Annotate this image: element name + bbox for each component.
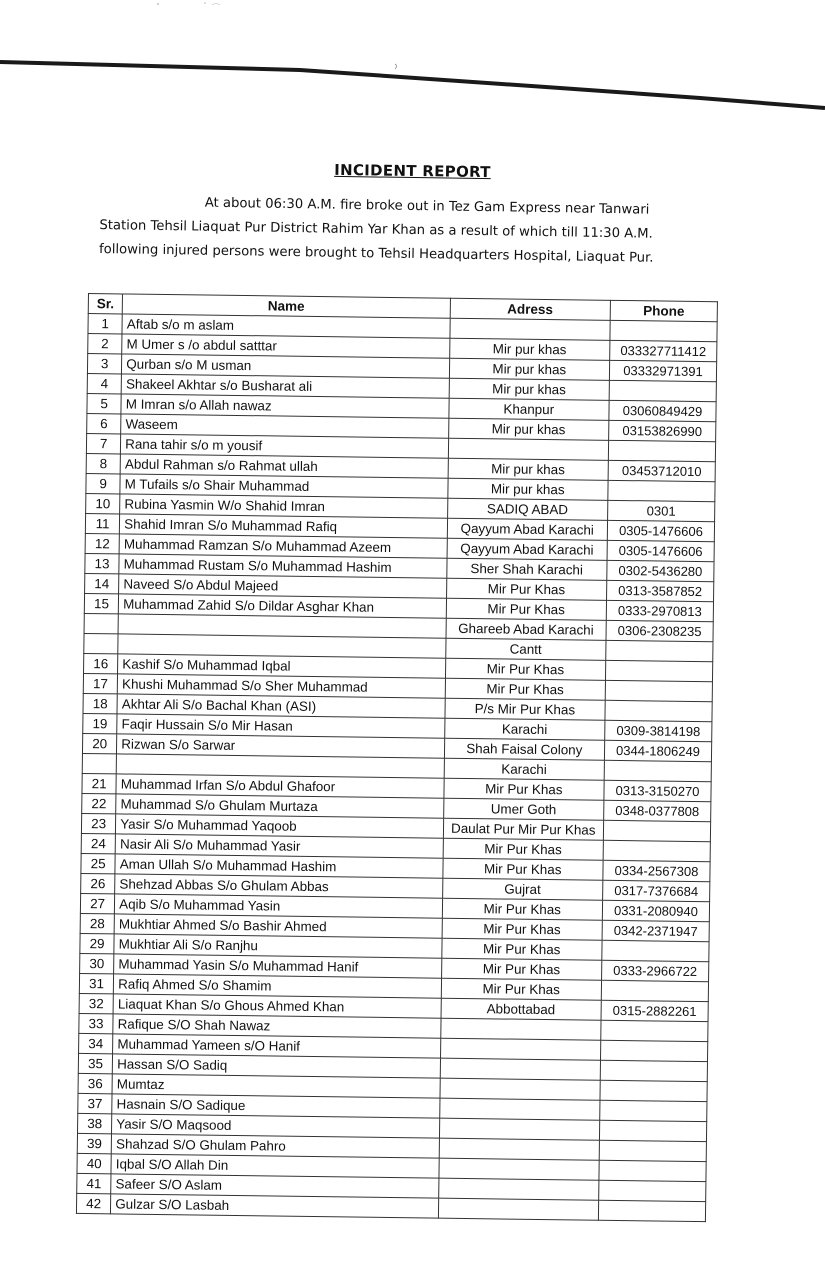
cell-phone: 0306-2308235 [606,620,713,641]
cell-address: Mir pur khas [447,478,608,500]
cell-address: Mir pur khas [448,418,609,440]
cell-name: Rubina Yasmin W/o Shahid Imran [120,494,448,518]
cell-phone [603,840,710,861]
cell-address [438,1198,599,1220]
cell-name: Hassan S/O Sadiq [112,1054,440,1078]
cell-sr: 1 [88,314,122,334]
cell-name: Akhtar Ali S/o Bachal Khan (ASI) [117,694,445,718]
cell-phone [600,1060,707,1081]
cell-sr: 28 [80,913,114,933]
cell-phone [609,380,716,401]
cell-sr: 12 [85,533,119,553]
cell-address: Mir Pur Khas [441,978,602,1000]
cell-sr: 9 [86,473,120,493]
cell-phone [606,640,713,661]
cell-address: Sher Shah Karachi [446,558,607,580]
cell-sr: 42 [76,1193,110,1213]
cell-address: Cantt [445,638,606,660]
cell-name: Muhammad Yasin S/o Muhammad Hanif [114,954,442,978]
cell-name: Hasnain S/O Sadique [112,1094,440,1118]
intro-line: following injured persons were brought to Tehsil Headquarters Hospital, Liaquat Pur. [98,241,654,266]
cell-address: Qayyum Abad Karachi [447,518,608,540]
cell-sr: 34 [79,1033,113,1053]
cell-sr: 33 [79,1013,113,1033]
cell-sr: 36 [78,1073,112,1093]
header-address: Adress [450,298,611,320]
cell-name: Muhammad Rustam S/o Muhammad Hashim [119,554,447,578]
cell-phone: 03060849429 [609,400,716,421]
cell-phone [602,940,709,961]
cell-name: Safeer S/O Aslam [111,1174,439,1198]
cell-sr: 26 [81,873,115,893]
cell-address: Mir pur khas [449,378,610,400]
cell-sr: 31 [79,973,113,993]
cell-phone [600,1080,707,1101]
cell-sr: 29 [80,933,114,953]
intro-line: At about 06:30 A.M. fire broke out in Tez Gam Express near Tanwari [204,195,650,218]
cell-sr [82,753,116,773]
cell-address: Shah Faisal Colony [444,738,605,760]
cell-name: Rafiq Ahmed S/o Shamim [114,974,442,998]
cell-name: Muhammad Yameen s/O Hanif [113,1034,441,1058]
cell-phone: 0309-3814198 [605,720,712,741]
cell-address [438,1178,599,1200]
cell-phone [605,700,712,721]
cell-phone: 0348-0377808 [604,800,711,821]
cell-address: Khanpur [448,398,609,420]
cell-phone [604,760,711,781]
cell-name: Shahzad S/O Ghulam Pahro [111,1134,439,1158]
cell-name: Muhammad S/o Ghulam Murtaza [116,794,444,818]
cell-address [440,1018,601,1040]
cell-name: Aqib S/o Muhammad Yasin [115,894,443,918]
cell-name: Rizwan S/o Sarwar [117,734,445,758]
cell-sr: 5 [87,393,121,413]
cell-sr [84,613,118,633]
cell-name: Khushi Muhammad S/o Sher Muhammad [117,674,445,698]
cell-phone: 0344-1806249 [604,740,711,761]
cell-name: Aftab s/o m aslam [122,314,450,338]
cell-sr: 40 [77,1153,111,1173]
cell-phone [601,980,708,1001]
cell-address [448,438,609,460]
cell-sr: 2 [88,334,122,354]
cell-sr: 38 [77,1113,111,1133]
cell-sr: 18 [83,693,117,713]
cell-phone [598,1200,705,1221]
cell-address [439,1118,600,1140]
cell-name: Kashif S/o Muhammad Iqbal [118,654,446,678]
cell-phone: 0302-5436280 [607,560,714,581]
cell-address: SADIQ ABAD [447,498,608,520]
cell-name: Yasir S/O Maqsood [112,1114,440,1138]
cell-address: Mir Pur Khas [442,898,603,920]
cell-phone [608,480,715,501]
cell-name: Iqbal S/O Allah Din [111,1154,439,1178]
cell-name: Muhammad Irfan S/o Abdul Ghafoor [116,774,444,798]
cell-sr: 7 [86,433,120,453]
cell-name: Naveed S/o Abdul Majeed [119,574,447,598]
cell-sr: 25 [81,853,115,873]
cell-name: Faqir Hussain S/o Mir Hasan [117,714,445,738]
cell-sr: 17 [83,673,117,693]
cell-address: Karachi [444,718,605,740]
report-title: INCIDENT REPORT [334,160,491,182]
cell-phone: 0313-3587852 [607,580,714,601]
cell-address: Mir Pur Khas [443,838,604,860]
cell-address: Karachi [444,758,605,780]
cell-address: Abbottabad [441,998,602,1020]
cell-address: P/s Mir Pur Khas [445,698,606,720]
cell-name: Mukhtiar Ali S/o Ranjhu [114,934,442,958]
cell-address: Mir Pur Khas [446,578,607,600]
cell-phone: 0331-2080940 [602,900,709,921]
cell-phone [605,680,712,701]
cell-sr: 15 [84,593,118,613]
header-sr: Sr. [88,294,122,314]
cell-name: Shakeel Akhtar s/o Busharat ali [121,374,449,398]
cell-address: Mir Pur Khas [441,958,602,980]
cell-name: Shehzad Abbas S/o Ghulam Abbas [115,874,443,898]
cell-phone: 03153826990 [609,420,716,441]
cell-sr: 37 [78,1093,112,1113]
scan-specks [150,0,240,12]
cell-address: Qayyum Abad Karachi [447,538,608,560]
cell-address: Umer Goth [443,798,604,820]
cell-address [440,1038,601,1060]
cell-phone: 0334-2567308 [603,860,710,881]
cell-address: Ghareeb Abad Karachi [446,618,607,640]
cell-phone [610,320,717,341]
table-body [76,314,717,1222]
cell-address: Gujrat [442,878,603,900]
cell-sr: 13 [85,553,119,573]
cell-phone: 0305-1476606 [607,520,714,541]
cell-name: Gulzar S/O Lasbah [111,1194,439,1218]
header-name: Name [122,294,450,318]
cell-sr: 6 [87,413,121,433]
cell-phone: 0333-2966722 [602,960,709,981]
cell-address: Mir Pur Khas [445,678,606,700]
cell-phone [601,1020,708,1041]
cell-address: Mir Pur Khas [441,938,602,960]
cell-phone [605,660,712,681]
cell-phone [599,1160,706,1181]
cell-sr: 23 [81,813,115,833]
cell-sr: 8 [86,453,120,473]
cell-name: M Umer s /o abdul satttar [122,334,450,358]
cell-name: Qurban s/o M usman [122,354,450,378]
cell-sr: 41 [77,1173,111,1193]
cell-sr: 11 [85,513,119,533]
cell-sr: 19 [83,713,117,733]
cell-phone [599,1140,706,1161]
cell-sr: 27 [80,893,114,913]
cell-name: Nasir Ali S/o Muhammad Yasir [115,834,443,858]
cell-phone [599,1180,706,1201]
cell-phone: 0313-3150270 [604,780,711,801]
cell-phone [608,440,715,461]
cell-sr: 14 [85,573,119,593]
cell-address: Mir Pur Khas [443,778,604,800]
cell-name: M Imran s/o Allah nawaz [121,394,449,418]
cell-sr: 22 [82,793,116,813]
cell-address [449,318,610,340]
cell-sr: 39 [77,1133,111,1153]
cell-sr: 35 [78,1053,112,1073]
cell-name: Waseem [121,414,449,438]
cell-sr: 4 [87,373,121,393]
cell-name: Yasir S/o Muhammad Yaqoob [116,814,444,838]
cell-phone: 033327711412 [610,340,717,361]
cell-name: Muhammad Ramzan S/o Muhammad Azeem [119,534,447,558]
cell-phone [603,820,710,841]
cell-address [438,1158,599,1180]
cell-address: Mir Pur Khas [442,918,603,940]
cell-sr [84,633,118,653]
cell-sr: 20 [82,733,116,753]
header-phone: Phone [610,300,717,321]
cell-sr: 24 [81,833,115,853]
cell-name: Liaquat Khan S/o Ghous Ahmed Khan [113,994,441,1018]
cell-name: Shahid Imran S/o Muhammad Rafiq [120,514,448,538]
cell-phone: 0342-2371947 [602,920,709,941]
cell-address [439,1138,600,1160]
cell-sr: 32 [79,993,113,1013]
cell-phone: 0317-7376684 [603,880,710,901]
cell-sr: 3 [87,354,121,374]
cell-sr: 16 [84,653,118,673]
cell-sr: 30 [80,953,114,973]
cell-address: Mir Pur Khas [446,598,607,620]
cell-phone [599,1120,706,1141]
cell-phone: 03453712010 [608,460,715,481]
cell-phone: 0315-2882261 [601,1000,708,1021]
cell-address: Daulat Pur Mir Pur Khas [443,818,604,840]
cell-phone [601,1040,708,1061]
cell-name: M Tufails s/o Shair Muhammad [120,474,448,498]
cell-address: Mir Pur Khas [445,658,606,680]
cell-address [440,1078,601,1100]
cell-name: Rana tahir s/o m yousif [121,434,449,458]
report-intro [99,190,740,272]
cell-name: Mukhtiar Ahmed S/o Bashir Ahmed [114,914,442,938]
cell-address: Mir pur khas [449,338,610,360]
cell-name: Muhammad Zahid S/o Dildar Asghar Khan [119,594,447,618]
cell-phone: 0333-2970813 [606,600,713,621]
top-divider-line [0,60,825,140]
cell-sr: 21 [82,773,116,793]
cell-name: Aman Ullah S/o Muhammad Hashim [115,854,443,878]
intro-line: Station Tehsil Liaquat Pur District Rahim Yar Khan as a result of which till 11:30 A.M. [99,217,653,242]
injured-persons-table [76,293,718,1222]
cell-name: Mumtaz [112,1074,440,1098]
cell-address: Mir pur khas [448,458,609,480]
cell-name: Abdul Rahman s/o Rahmat ullah [120,454,448,478]
cell-phone: 0301 [608,500,715,521]
cell-address [440,1058,601,1080]
cell-address: Mir Pur Khas [442,858,603,880]
cell-phone [600,1100,707,1121]
cell-address: Mir pur khas [449,358,610,380]
cell-address [439,1098,600,1120]
cell-phone: 0305-1476606 [607,540,714,561]
cell-name: Rafique S/O Shah Nawaz [113,1014,441,1038]
cell-sr: 10 [86,493,120,513]
cell-phone: 03332971391 [609,360,716,381]
